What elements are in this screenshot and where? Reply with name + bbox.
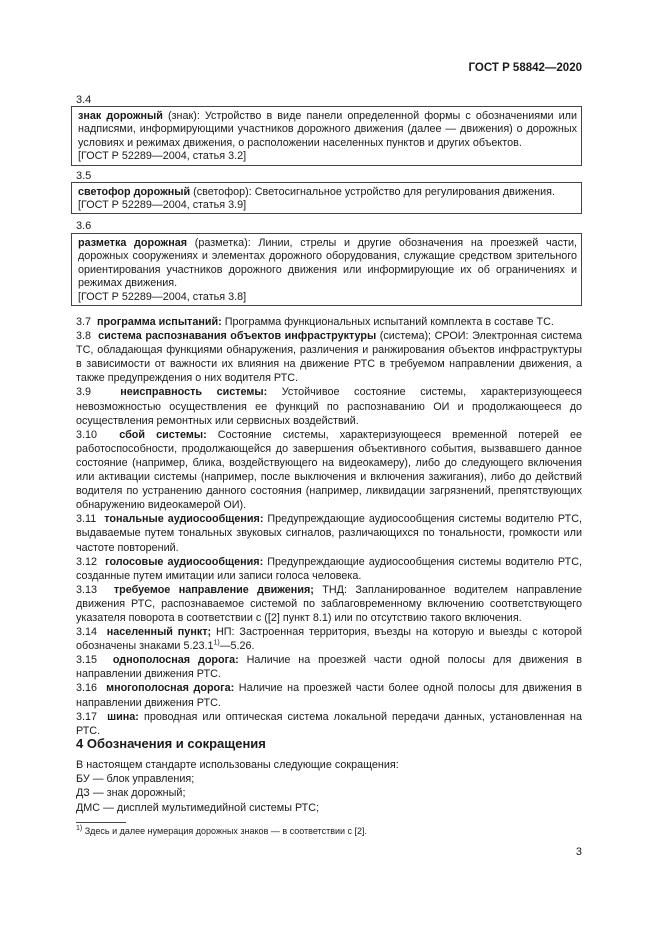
term-entry (76, 329, 582, 385)
term-reference: [ГОСТ Р 52289—2004, статья 3.8] (78, 290, 247, 303)
term-entry (76, 555, 582, 583)
document-header: ГОСТ Р 58842—2020 (468, 62, 582, 74)
term-reference: [ГОСТ Р 52289—2004, статья 3.9] (78, 199, 247, 212)
term-name: однополосная дорога: (112, 654, 239, 667)
term-name: система распознавания объектов инфраструктуры (98, 330, 377, 343)
term-text: Состояние системы, характеризующееся временной потерей ее работоспособности, продолжающейся до завершения объективного события, вызвавшего данное состояние (например, блика, воздействующего на видеокамеру), либо до следующего включения или активации системы (например, после выключения и включения зажигания), либо до действий водителя по устранению данного состояния (например, ликвидации загрязнений, препятствующих обнаружению видеокамерой ОИ). (76, 428, 582, 512)
footnote-divider (76, 822, 126, 823)
term-text: Наличие на проезжей части одной полосы для движения в направлении движения РТС. (76, 654, 582, 681)
section-title: 4 Обозначения и сокращения (76, 736, 266, 751)
term-text: проводная или оптическая система локальной передачи данных, установленная на РТС. (76, 710, 582, 737)
term-name: знак дорожный (78, 110, 163, 122)
term-entry (76, 385, 582, 427)
term-name: программа испытаний: (97, 316, 222, 328)
term-number: 3.10 (76, 428, 98, 441)
footnote-mark: 1) (213, 639, 220, 647)
term-name: разметка дорожная (78, 237, 188, 249)
term-text: (светофор): Светосигнальное устройство для регулирования движения. (190, 186, 555, 198)
term-definition (78, 186, 577, 199)
term-entry (76, 653, 582, 681)
term-name: тональные аудиосообщения: (104, 513, 264, 526)
term-text: Наличие на проезжей части более одной полосы для движения в направлении движения РТС. (76, 682, 582, 709)
term-number: 3.4 (76, 94, 92, 106)
term-name: голосовые аудиосообщения: (105, 555, 264, 568)
term-name: шина: (107, 710, 139, 723)
term-reference: [ГОСТ Р 52289—2004, статья 3.2] (78, 150, 247, 163)
term-text-tail: —5.26. (219, 640, 255, 653)
term-entry (76, 681, 582, 709)
term-number: 3.7 (76, 316, 92, 328)
term-definition (78, 110, 577, 150)
term-text: ТНД: Запланированное водителем направление движения РТС, распознаваемое системой по заблаговременному включению соответствующего указателя поворота в соответствии с ([2] пункт 8.1) или по отсутствию такого включения. (76, 583, 583, 624)
term-number: 3.6 (76, 220, 92, 232)
term-box (71, 233, 582, 306)
term-name: неисправность системы: (120, 386, 268, 399)
abbreviation-item: ДМС — дисплей мультимедийной системы РТС; (76, 801, 320, 814)
term-text: Предупреждающие аудиосообщения системы водителю РТС, выдаваемые путем тональных звуковых сигналов, различающихся по тональности, громкости или частоте повторений. (76, 513, 582, 554)
term-number: 3.14 (76, 626, 98, 639)
term-text: (разметка): Линии, стрелы и другие обозначения на проезжей части, дорожных сооружениях и элементах дорожного оборудования, служащие средством зрительного ориентирования участников дорожного движения или информирующие их об ограничениях и режимах движения. (78, 237, 577, 290)
term-entry (76, 583, 582, 625)
term-number: 3.9 (76, 386, 92, 399)
term-number: 3.12 (76, 555, 98, 568)
term-entry (76, 710, 582, 738)
abbreviations-list (76, 758, 582, 815)
footnote-text: Здесь и далее нумерация дорожных знаков — в соответствии с [2]. (82, 826, 368, 836)
term-name: сбой системы: (119, 428, 207, 441)
footnote-mark: 1) (76, 825, 83, 832)
term-name: требуемое направление движения; (113, 583, 314, 596)
term-number: 3.5 (76, 170, 92, 182)
footnote (76, 826, 367, 836)
term-box (71, 182, 582, 214)
term-entry (76, 625, 582, 653)
term-number: 3.11 (76, 513, 97, 526)
page-number: 3 (575, 846, 582, 858)
term-name: многополосная дорога: (106, 682, 235, 695)
term-box (71, 106, 582, 166)
abbreviation-item: ДЗ — знак дорожный; (76, 787, 186, 800)
term-number: 3.15 (76, 654, 98, 667)
term-text: (знак): Устройство в виде панели определенной формы с обозначениями или надписями, информирующими участников дорожного движения (далее — движения) о дорожных условиях и режимах движения, о расположении населенных пунктов и других объектов. (78, 110, 578, 149)
terms-list (76, 315, 582, 738)
term-number: 3.17 (76, 710, 98, 723)
abbreviation-item: БУ — блок управления; (76, 773, 195, 786)
term-definition (78, 237, 577, 291)
term-text: Предупреждающие аудиосообщения системы водителю РТС, созданные путем имитации или записи голоса человека. (76, 555, 583, 582)
term-text: НП: Застроенная территория, въезды на которую и выезды с которой обозначены знаками 5.23.1 (76, 626, 582, 653)
term-text: Устойчивое состояние системы, характеризующееся невозможностью осуществления ее функций по распознаванию ОИ и продолжающееся до осуществления ремонтных или сервисных воздействий. (76, 386, 582, 427)
term-name: населенный пункт; (106, 626, 212, 639)
term-entry (76, 315, 582, 329)
term-number: 3.8 (76, 330, 92, 343)
term-entry (76, 428, 582, 513)
term-name: светофор дорожный (78, 186, 191, 198)
term-entry (76, 512, 582, 554)
term-number: 3.16 (76, 682, 98, 695)
term-text: Программа функциональных испытаний комплекта в составе ТС. (221, 316, 554, 328)
term-number: 3.13 (76, 583, 98, 596)
abbreviations-intro: В настоящем стандарте использованы следующие сокращения: (76, 759, 399, 771)
term-text: (система); СРОИ: Электронная система ТС, обладающая функциями обнаружения, различения и ранжирования объектов инфраструктуры в зависимости от важности их влияния на движение РТС в требуемом направлении движения, а также предупреждения о них водителя РТС. (76, 330, 583, 385)
